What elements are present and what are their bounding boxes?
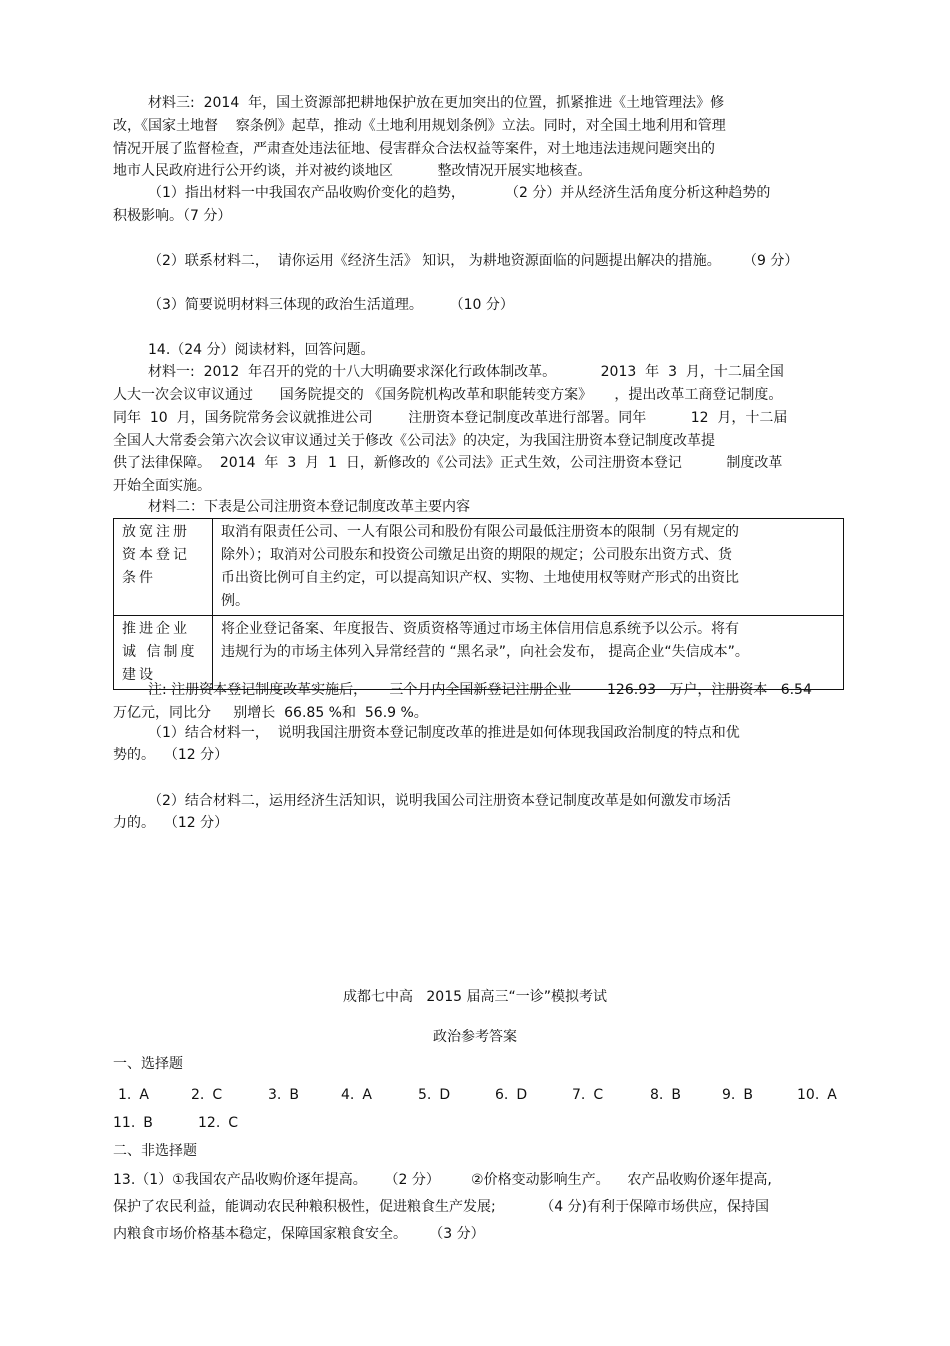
question-14-1-line-1: （1）结合材料一， 说明我国注册资本登记制度改革的推进是如何体现我国政治制度的特点和优	[148, 725, 740, 741]
answer-title: 成都七中高 2015 届高三“一诊”模拟考试	[343, 989, 607, 1005]
question-14-2-line-2: 力的。 （12 分）	[113, 815, 229, 831]
choice-answer	[722, 1085, 753, 1105]
choice-number: 8.	[650, 1087, 664, 1103]
question-14-2-line-1: （2）结合材料二，运用经济生活知识，说明我国公司注册资本登记制度改革是如何激发市场活	[148, 793, 731, 809]
choice-answer	[198, 1113, 238, 1133]
answer-13-line-2: 保护了农民利益，能调动农民种粮积极性，促进粮食生产发展; （4 分)有利于保障市场供应，保持国	[113, 1199, 770, 1215]
section-choice-heading: 一、选择题	[113, 1056, 183, 1072]
material1-line-2: 人大一次会议审议通过 国务院提交的 《国务院机构改革和职能转变方案》 ，提出改革工商登记制度。	[113, 387, 783, 403]
choice-answer	[797, 1085, 837, 1105]
table-row-heading: 推进企业 诚 信制度 建设	[114, 616, 213, 690]
material3-line-4: 地市人民政府进行公开约谈，并对被约谈地区 整改情况开展实地核查。	[113, 163, 592, 179]
question-13-3: （3）简要说明材料三体现的政治生活道理。 （10 分）	[148, 297, 514, 313]
choice-letter: B	[289, 1087, 299, 1103]
table-row	[114, 616, 844, 690]
choice-number: 2.	[191, 1087, 205, 1103]
choice-letter: B	[743, 1087, 753, 1103]
question-14-heading: 14.（24 分）阅读材料，回答问题。	[148, 342, 375, 358]
choice-letter: A	[139, 1087, 149, 1103]
choice-number: 4.	[341, 1087, 355, 1103]
choice-answer	[113, 1113, 153, 1133]
choice-number: 1.	[118, 1087, 132, 1103]
material1-line-5: 供了法律保障。 2014 年 3 月 1 日，新修改的《公司法》正式生效，公司注册资本登记 制度改革	[113, 455, 783, 471]
choice-answer	[572, 1085, 603, 1105]
choice-answer	[268, 1085, 299, 1105]
answer-subtitle: 政治参考答案	[433, 1029, 517, 1045]
note-line-1: 注: 注册资本登记制度改革实施后， 三个月内全国新登记注册企业 126.93 万户，注册资本 6.54	[148, 682, 812, 698]
choice-letter: C	[212, 1087, 223, 1103]
choice-answer	[341, 1085, 372, 1105]
choice-letter: D	[439, 1087, 451, 1103]
choice-number: 9.	[722, 1087, 736, 1103]
material2-intro: 材料二：下表是公司注册资本登记制度改革主要内容	[148, 499, 470, 515]
choice-number: 5.	[418, 1087, 432, 1103]
table-row-content: 将企业登记备案、年度报告、资质资格等通过市场主体信用信息系统予以公示。将有 违规行为的市场主体列入异常经营的 “黑名录”，向社会发布， 提高企业“失信成本”。	[213, 616, 844, 690]
answer-13-line-1: 13.（1）①我国农产品收购价逐年提高。 （2 分） ②价格变动影响生产。 农产品收购价逐年提高,	[113, 1172, 772, 1188]
choice-number: 7.	[572, 1087, 586, 1103]
choice-letter: C	[593, 1087, 604, 1103]
choice-number: 11.	[113, 1115, 136, 1131]
choice-answer	[418, 1085, 450, 1105]
choice-letter: A	[362, 1087, 372, 1103]
choice-answer	[191, 1085, 222, 1105]
material1-line-1: 材料一: 2012 年召开的党的十八大明确要求深化行政体制改革。 2013 年 3 月，十二届全国	[148, 364, 784, 380]
table-row-heading: 放宽注册 资本登记 条件	[114, 519, 213, 616]
material3-line-1: 材料三: 2014 年，国土资源部把耕地保护放在更加突出的位置，抓紧推进《土地管理法》修	[148, 95, 725, 111]
reform-content-table	[113, 518, 844, 690]
choice-letter: B	[671, 1087, 681, 1103]
section-nonchoice-heading: 二、非选择题	[113, 1143, 197, 1159]
choice-answer	[650, 1085, 681, 1105]
material1-line-4: 全国人大常委会第六次会议审议通过关于修改《公司法》的决定，为我国注册资本登记制度改革提	[113, 433, 715, 449]
choice-number: 6.	[495, 1087, 509, 1103]
question-14-1-line-2: 势的。 （12 分）	[113, 747, 229, 763]
choice-letter: B	[143, 1115, 153, 1131]
answer-13-line-3: 内粮食市场价格基本稳定，保障国家粮食安全。 （3 分）	[113, 1226, 485, 1242]
note-line-2: 万亿元，同比分 别增长 66.85 %和 56.9 %。	[113, 705, 428, 721]
material3-line-3: 情况开展了监督检查，严肃查处违法征地、侵害群众合法权益等案件，对土地违法违规问题突出的	[113, 141, 715, 157]
question-13-2: （2）联系材料二， 请你运用《经济生活》 知识， 为耕地资源面临的问题提出解决的措施。 （9 分）	[148, 253, 799, 269]
choice-number: 3.	[268, 1087, 282, 1103]
choice-number: 12.	[198, 1115, 221, 1131]
choice-letter: D	[516, 1087, 528, 1103]
question-13-1-line-1: （1）指出材料一中我国农产品收购价变化的趋势， （2 分）并从经济生活角度分析这种趋势的	[148, 185, 771, 201]
material1-line-6: 开始全面实施。	[113, 478, 211, 494]
choice-answer	[118, 1085, 149, 1105]
choice-number: 10.	[797, 1087, 820, 1103]
material3-line-2: 改，《国家土地督 察条例》起草，推动《土地利用规划条例》立法。同时，对全国土地利用和管理	[113, 118, 726, 134]
choice-letter: A	[827, 1087, 837, 1103]
choice-answer	[495, 1085, 527, 1105]
table-row-content: 取消有限责任公司、一人有限公司和股份有限公司最低注册资本的限制（另有规定的 除外）；取消对公司股东和投资公司缴足出资的期限的规定；公司股东出资方式、货 币出资比例可自主约定，可以提高知识产权、实物、土地使用权等财产形式的出资比 例。	[213, 519, 844, 616]
table-row	[114, 519, 844, 616]
material1-line-3: 同年 10 月，国务院常务会议就推进公司 注册资本登记制度改革进行部署。同年 12 月，十二届	[113, 410, 788, 426]
question-13-1-line-2: 积极影响。（7 分）	[113, 208, 232, 224]
choice-letter: C	[228, 1115, 239, 1131]
